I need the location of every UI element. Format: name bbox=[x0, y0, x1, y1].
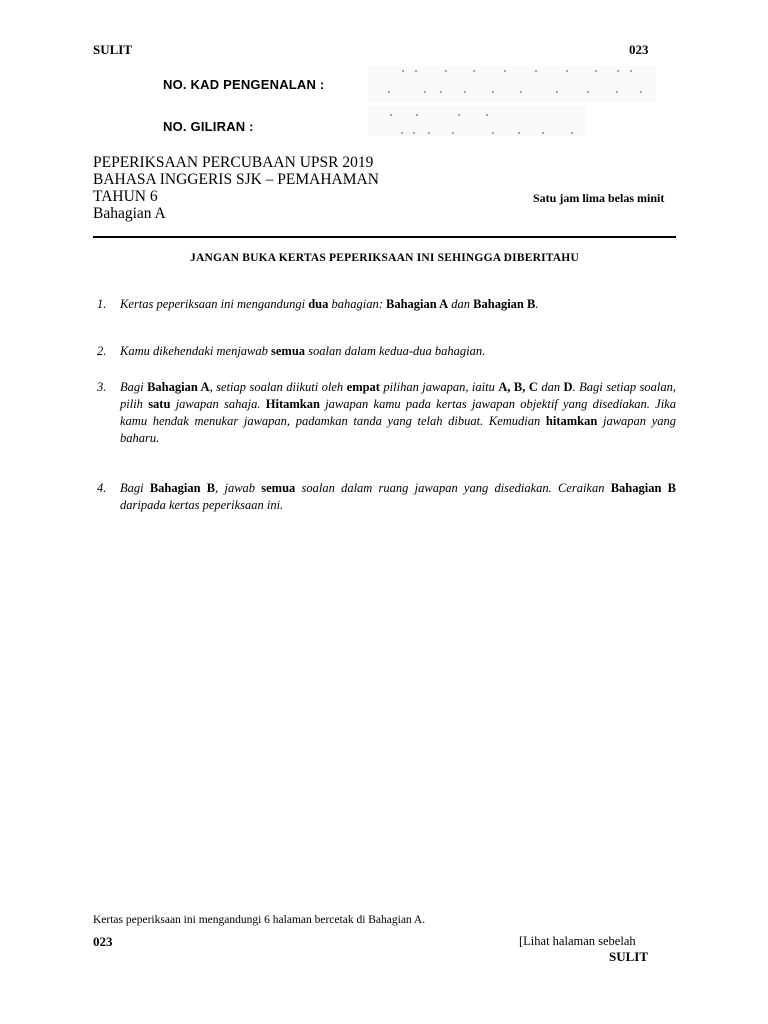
exam-subject: BAHASA INGGERIS SJK – PEMAHAMAN bbox=[93, 171, 379, 188]
page-count-note: Kertas peperiksaan ini mengandungi 6 halaman bercetak di Bahagian A. bbox=[93, 914, 426, 926]
exam-year: TAHUN 6 bbox=[93, 188, 158, 205]
turn-number-box bbox=[368, 106, 586, 136]
instruction-item bbox=[93, 343, 676, 360]
ic-number-box bbox=[368, 66, 656, 102]
next-page-note: [Lihat halaman sebelah bbox=[519, 934, 636, 948]
footer-confidential: SULIT bbox=[609, 949, 649, 964]
instruction-number: 2. bbox=[97, 344, 107, 358]
instruction-number: 4. bbox=[97, 481, 107, 495]
exam-duration: Satu jam lima belas minit bbox=[533, 191, 665, 205]
header-divider bbox=[93, 236, 676, 238]
confidential-header: SULIT bbox=[93, 42, 133, 57]
instruction-text: Kamu dikehendaki menjawab semua soalan dalam kedua-dua bahagian. bbox=[120, 344, 486, 358]
instruction-text: Bagi Bahagian A, setiap soalan diikuti oleh empat pilihan jawapan, iaitu A, B, C dan D. Bagi setiap soalan, pilih satu jawapan sahaja. Hitamkan jawapan kamu pada kertas jawapan objektif yang disediakan. Jika kamu hendak menukar jawapan, padamkan tanda yang telah dibuat. Kemudian hitamkan jawapan yang baharu. bbox=[120, 380, 676, 445]
instruction-number: 1. bbox=[97, 297, 107, 311]
exam-title: PEPERIKSAAN PERCUBAAN UPSR 2019 bbox=[93, 154, 374, 171]
warning-notice: JANGAN BUKA KERTAS PEPERIKSAAN INI SEHINGGA DIBERITAHU bbox=[190, 252, 579, 264]
instruction-item bbox=[93, 379, 676, 447]
instruction-item bbox=[93, 296, 676, 313]
exam-part: Bahagian A bbox=[93, 205, 166, 222]
instruction-item bbox=[93, 480, 676, 514]
turn-number-label: NO. GILIRAN : bbox=[163, 119, 254, 134]
footer-paper-code: 023 bbox=[93, 934, 113, 949]
paper-code-header: 023 bbox=[629, 42, 649, 57]
ic-number-label: NO. KAD PENGENALAN : bbox=[163, 77, 325, 92]
instruction-text: Kertas peperiksaan ini mengandungi dua bahagian: Bahagian A dan Bahagian B. bbox=[120, 297, 539, 311]
instruction-text: Bagi Bahagian B, jawab semua soalan dalam ruang jawapan yang disediakan. Ceraikan Bahagian B daripada kertas peperiksaan ini. bbox=[120, 481, 676, 512]
instruction-number: 3. bbox=[97, 380, 107, 394]
